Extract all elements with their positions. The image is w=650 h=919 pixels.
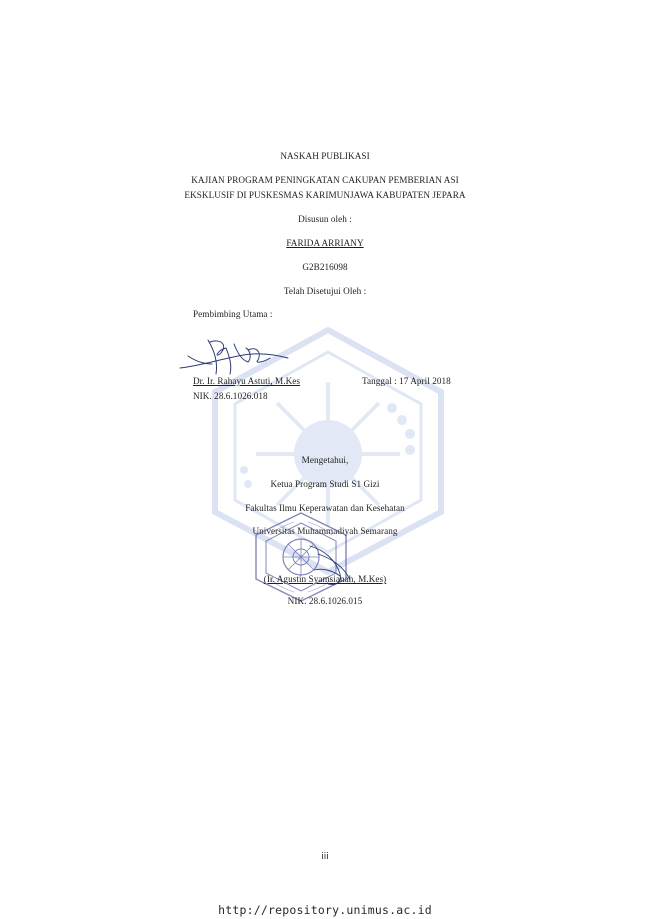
- title-line-2: EKSKLUSIF DI PUSKESMAS KARIMUNJAWA KABUPATEN JEPARA: [184, 190, 466, 200]
- supervisor-name: Dr. Ir. Rahayu Astuti, M.Kes: [193, 376, 301, 386]
- approved-by-label: Telah Disetujui Oleh :: [283, 286, 367, 296]
- publication-heading: NASKAH PUBLIKASI: [280, 151, 370, 161]
- title-line-1: KAJIAN PROGRAM PENINGKATAN CAKUPAN PEMBERIAN ASI: [191, 175, 459, 185]
- program-head-name: (Ir. Agustin Syamsianah, M.Kes): [263, 574, 387, 584]
- student-id: G2B216098: [302, 262, 348, 272]
- program-head-position: Ketua Program Studi S1 Gizi: [270, 479, 380, 489]
- repository-url[interactable]: http://repository.unimus.ac.id: [218, 903, 432, 917]
- supervisor-role-label: Pembimbing Utama :: [193, 309, 273, 319]
- approval-date: Tanggal : 17 April 2018: [362, 376, 451, 386]
- supervisor-nik: NIK. 28.6.1026.018: [193, 391, 268, 401]
- program-head-nik: NIK. 28.6.1026.015: [287, 596, 363, 606]
- supervisor-signature: [178, 330, 298, 380]
- compiled-by-label: Disusun oleh :: [298, 214, 352, 224]
- faculty-name: Fakultas Ilmu Keperawatan dan Kesehatan: [245, 503, 405, 513]
- university-name: Universitas Muhammadiyah Semarang: [252, 526, 398, 536]
- page-number: iii: [321, 852, 329, 862]
- author-name: FARIDA ARRIANY: [286, 238, 364, 248]
- acknowledgement-label: Mengetahui,: [301, 455, 349, 465]
